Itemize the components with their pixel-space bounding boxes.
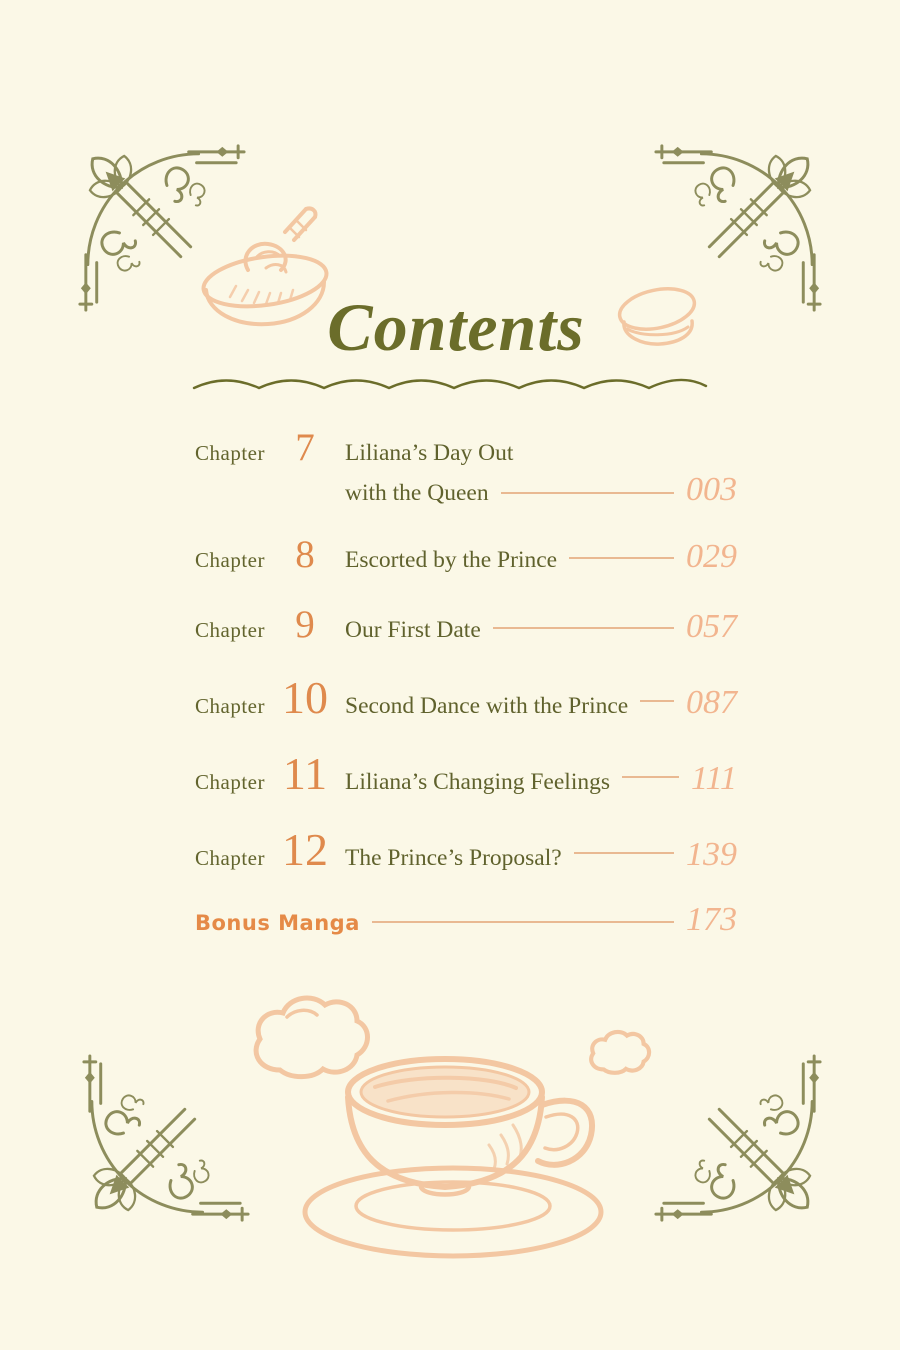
page-number: 087 (686, 684, 737, 722)
chapter-number: 9 (295, 603, 315, 647)
leader-line (622, 776, 679, 778)
toc-list (195, 428, 737, 937)
chapter-label: Chapter (195, 846, 265, 871)
toc-row-chapter-9 (195, 605, 737, 646)
chapter-title-line1: Liliana’s Day Out (345, 440, 514, 466)
bonus-manga-label: Bonus Manga (195, 911, 360, 936)
leader-line (574, 852, 674, 854)
chapter-number: 7 (295, 426, 315, 469)
chapter-title: Second Dance with the Prince (345, 693, 629, 720)
chapter-title: Our First Date (345, 617, 481, 644)
toc-row-chapter-10 (195, 672, 737, 724)
chapter-title: Escorted by the Prince (345, 547, 558, 574)
page-number: 057 (686, 608, 737, 646)
chapter-label: Chapter (195, 770, 265, 795)
toc-row-chapter-12 (195, 824, 737, 876)
toc-row-chapter-7 (195, 428, 737, 509)
chapter-label: Chapter (195, 548, 265, 573)
leader-line (640, 700, 674, 702)
chapter-number: 10 (282, 672, 328, 724)
toc-row-bonus-manga (195, 903, 737, 937)
chapter-number: 8 (295, 533, 315, 577)
page-title: Contents (327, 289, 585, 365)
chapter-title: Liliana’s Changing Feelings (345, 769, 610, 796)
toc-row-chapter-8 (195, 535, 737, 576)
leader-line (493, 627, 674, 629)
chapter-label: Chapter (195, 618, 265, 643)
chapter-number: 11 (282, 748, 328, 800)
chapter-label: Chapter (195, 694, 265, 719)
page-number: 003 (686, 471, 737, 509)
leader-line (501, 492, 674, 494)
leader-line (569, 557, 674, 559)
steam-cloud-icon (256, 998, 367, 1077)
teacup-sketch-icon (225, 975, 685, 1285)
page-number: 173 (686, 901, 737, 939)
leader-line (372, 921, 674, 923)
wavy-divider (190, 370, 710, 396)
chapter-label: Chapter (195, 441, 265, 465)
chapter-title: The Prince’s Proposal? (345, 845, 562, 872)
steam-cloud-icon (591, 1032, 649, 1073)
page-number: 111 (691, 760, 737, 798)
chapter-number: 12 (282, 824, 328, 876)
page-number: 029 (686, 538, 737, 576)
chapter-title-line2: with the Queen (345, 480, 489, 507)
page-number: 139 (686, 836, 737, 874)
toc-row-chapter-11 (195, 748, 737, 800)
